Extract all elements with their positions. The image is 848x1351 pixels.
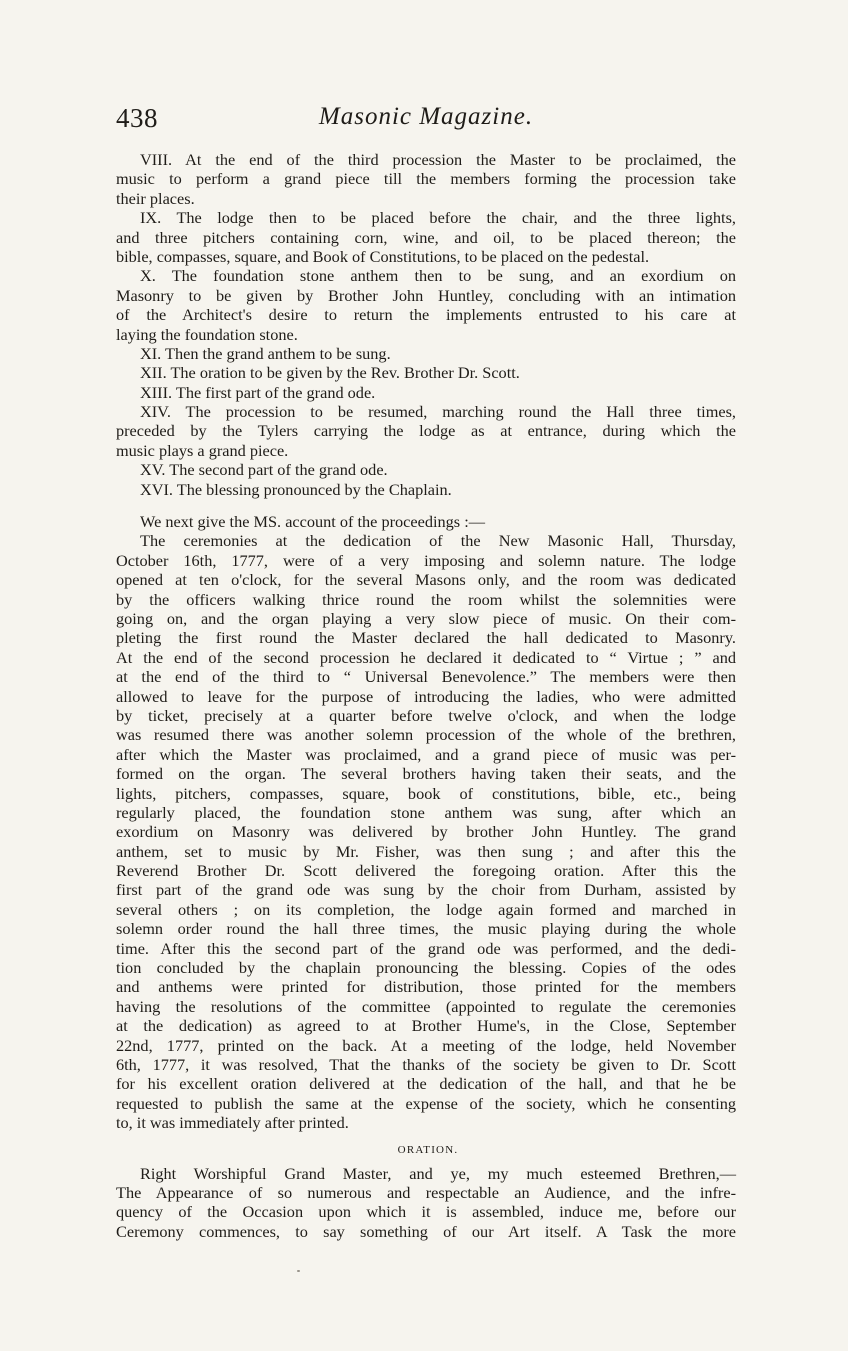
ceremony-item (116, 480, 736, 499)
text-line: pleting the first round the Master declared the hall dedicated to Masonry. (116, 628, 736, 648)
text-line: The ceremonies at the dedication of the New Masonic Hall, Thursday, (140, 531, 736, 551)
ceremony-item (116, 402, 736, 460)
oration-paragraph (116, 1164, 736, 1242)
ceremony-item (116, 150, 736, 208)
text-line: Ceremony commences, to say something of our Art itself. A Task the more (116, 1221, 736, 1241)
text-line: XVI. The blessing pronounced by the Chaplain. (140, 479, 452, 499)
text-line: first part of the grand ode was sung by the choir from Durham, assisted by (116, 880, 736, 900)
text-line: VIII. At the end of the third procession the Master to be proclaimed, the (140, 150, 736, 169)
text-line: At the end of the second procession he declared it dedicated to “ Virtue ; ” and (116, 647, 736, 667)
print-speck (297, 1270, 300, 1272)
text-line: 6th, 1777, it was resolved, That the thanks of the society be given to Dr. Scott (116, 1054, 736, 1074)
ceremony-item (116, 460, 736, 479)
text-line: going on, and the organ playing a very slow piece of music. On their com- (116, 608, 736, 628)
article-body (116, 150, 736, 1241)
oration-heading: ORATION. (397, 1143, 459, 1156)
text-line: several others ; on its completion, the lodge again formed and marched in (116, 899, 736, 919)
text-line: exordium on Masonry was delivered by brother John Huntley. The grand (116, 822, 736, 842)
text-line: music plays a grand piece. (116, 440, 289, 460)
text-line: Right Worshipful Grand Master, and ye, my much esteemed Brethren,— (140, 1163, 736, 1183)
text-line: X. The foundation stone anthem then to be sung, and an exordium on (140, 266, 736, 286)
text-line: at the end of the third to “ Universal Benevolence.” The members were then (116, 667, 736, 687)
text-line: opened at ten o'clock, for the several Masons only, and the room was dedicated (116, 570, 736, 590)
text-line: and anthems were printed for distribution, those printed for the members (116, 977, 736, 997)
text-line: laying the foundation stone. (116, 324, 298, 344)
text-line: solemn order round the hall three times, the music playing during the whole (116, 919, 736, 939)
ceremony-item (116, 266, 736, 344)
text-line: at the dedication) as agreed to at Brother Hume's, in the Close, September (116, 1016, 736, 1036)
text-line: was resumed there was another solemn procession of the whole of the brethren, (116, 725, 736, 745)
text-line: regularly placed, the foundation stone anthem was sung, after which an (116, 802, 736, 822)
ceremony-item (116, 208, 736, 266)
text-line: The Appearance of so numerous and respectable an Audience, and the infre- (116, 1182, 736, 1202)
text-line: formed on the organ. The several brothers having taken their seats, and the (116, 764, 736, 784)
text-line: after which the Master was proclaimed, and a grand piece of music was per- (116, 744, 736, 764)
ceremony-item (116, 344, 736, 363)
text-line: by ticket, precisely at a quarter before twelve o'clock, and when the lodge (116, 705, 736, 725)
text-line: time. After this the second part of the grand ode was performed, and the dedi- (116, 938, 736, 958)
text-line: XII. The oration to be given by the Rev. Brother Dr. Scott. (140, 363, 520, 383)
text-line: We next give the MS. account of the proceedings :— (140, 512, 486, 532)
text-line: anthem, set to music by Mr. Fisher, was then sung ; and after this the (116, 841, 736, 861)
text-line: October 16th, 1777, were of a very imposing and solemn nature. The lodge (116, 550, 736, 570)
text-line: quency of the Occasion upon which it is assembled, induce me, before our (116, 1202, 736, 1222)
ceremony-item (116, 383, 736, 402)
page-number: 438 (116, 103, 158, 133)
text-line: having the resolutions of the committee (appointed to regulate the ceremonies (116, 996, 736, 1016)
text-line: XV. The second part of the grand ode. (140, 460, 388, 480)
text-line: XIII. The first part of the grand ode. (140, 382, 376, 402)
magazine-title: Masonic Magazine. (318, 103, 534, 130)
text-line: preceded by the Tylers carrying the lodge as at entrance, during which the (116, 421, 736, 441)
text-line: Masonry to be given by Brother John Huntley, concluding with an intimation (116, 285, 736, 305)
text-line: XI. Then the grand anthem to be sung. (140, 343, 391, 363)
ceremony-items-list (116, 150, 736, 499)
running-head (116, 103, 736, 137)
text-line: allowed to leave for the purpose of introducing the ladies, who were admitted (116, 686, 736, 706)
text-line: of the Architect's desire to return the implements entrusted to his care at (116, 305, 736, 325)
text-line: for his excellent oration delivered at the dedication of the hall, and that he be (116, 1074, 736, 1094)
text-line: 22nd, 1777, printed on the back. At a meeting of the lodge, held November (116, 1035, 736, 1055)
text-line: by the officers walking thrice round the room whilst the solemnities were (116, 589, 736, 609)
text-line: Reverend Brother Dr. Scott delivered the foregoing oration. After this the (116, 861, 736, 881)
text-line: lights, pitchers, compasses, square, book of constitutions, bible, etc., being (116, 783, 736, 803)
text-line: their places. (116, 188, 195, 208)
text-line: XIV. The procession to be resumed, marching round the Hall three times, (140, 402, 736, 422)
text-line: bible, compasses, square, and Book of Constitutions, to be placed on the pedestal. (116, 246, 650, 266)
text-line: to, it was immediately after printed. (116, 1113, 349, 1133)
text-line: and three pitchers containing corn, wine, and oil, to be placed thereon; the (116, 227, 736, 247)
text-line: requested to publish the same at the expense of the society, which he consenting (116, 1093, 736, 1113)
text-line: music to perform a grand piece till the members forming the procession take (116, 169, 736, 189)
text-line: tion concluded by the chaplain pronouncing the blessing. Copies of the odes (116, 958, 736, 978)
ms-account-paragraph (116, 512, 736, 1133)
ceremony-item (116, 363, 736, 382)
text-line: IX. The lodge then to be placed before the chair, and the three lights, (140, 208, 736, 228)
